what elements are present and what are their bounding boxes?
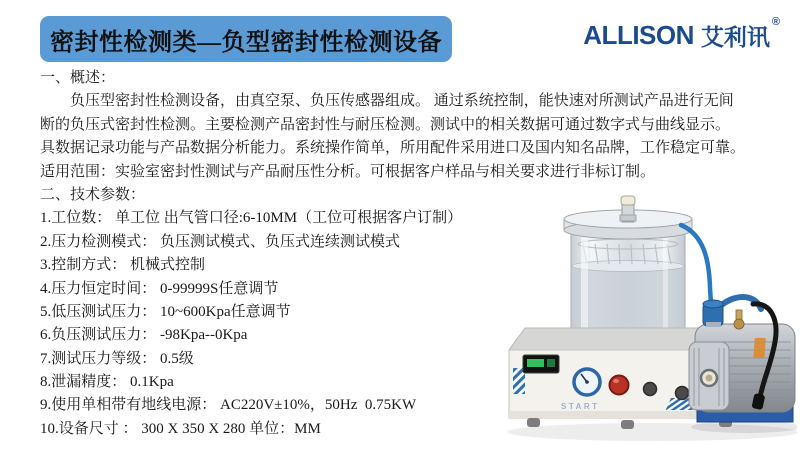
spec-item: 6.负压测试压力： -98Kpa--0Kpa <box>40 327 248 344</box>
control-knob <box>644 383 657 396</box>
title-banner <box>40 16 452 62</box>
pressure-gauge <box>574 369 600 395</box>
product-photo <box>503 192 797 446</box>
box-foot <box>527 418 540 427</box>
control-knob <box>676 387 689 400</box>
overview-line: 断的负压式密封性检测。主要检测产品密封性与耐压检测。测试中的相关数据可通过数字式与曲线显示。 <box>40 116 731 133</box>
red-button <box>610 376 629 395</box>
pump-inlet-cap <box>703 297 761 327</box>
vacuum-pump <box>689 297 795 422</box>
logo-wordmark: ALLISON <box>583 19 694 50</box>
spec-item: 9.使用单相带有地线电源： AC220V±10%，50Hz 0.75KW <box>40 397 417 414</box>
pump-sticker <box>753 338 765 358</box>
spec-item: 1.工位数： 单工位 出气管口径:6-10MM（工位可根据客户订制） <box>40 210 463 227</box>
overview-line: 具数据记录功能与产品数据分析能力。系统操作简单，所用配件采用进口及国内知名品牌，工作稳定可靠。 <box>40 140 746 157</box>
brass-fitting <box>734 310 744 329</box>
box-foot <box>621 420 634 429</box>
spec-item: 10.设备尺寸 ： 300 X 350 X 280 单位：MM <box>40 420 321 437</box>
brand-logo <box>583 18 780 52</box>
spec-item: 3.控制方式： 机械式控制 <box>40 257 206 274</box>
overview-line: 适用范围：实验室密封性测试与产品耐压性分析。可根据客户样品与相关要求进行非标订制。 <box>40 163 656 180</box>
spec-item: 5.低压测试压力： 10~600Kpa任意调节 <box>40 303 291 320</box>
product-photo-illustration <box>503 192 797 446</box>
spec-item: 2.压力检测模式： 负压测试模式、负压式连续测试模式 <box>40 233 401 250</box>
start-label: START <box>561 402 600 411</box>
registered-trademark-icon: ® <box>771 16 780 28</box>
page-title: 密封性检测类—负型密封性检测设备 <box>50 29 442 56</box>
overview-heading: 一、概述： <box>40 70 116 86</box>
digital-display <box>523 355 559 373</box>
spec-item: 4.压力恒定时间： 0-99999S任意调节 <box>40 280 279 297</box>
logo-cjk-name: 艾利讯 <box>700 24 770 50</box>
lid-nozzle-valve <box>620 196 636 222</box>
pump-front-head <box>689 342 729 410</box>
pump-shadow <box>691 421 797 433</box>
specs-heading: 二、技术参数： <box>40 186 146 203</box>
overview-line: 负压型密封性检测设备，由真空泵、负压传感器组成。 通过系统控制，能快速对所测试产品进行无间 <box>70 93 734 110</box>
spec-item: 8.泄漏精度： 0.1Kpa <box>40 374 174 391</box>
spec-item: 7.测试压力等级： 0.5级 <box>40 350 194 367</box>
